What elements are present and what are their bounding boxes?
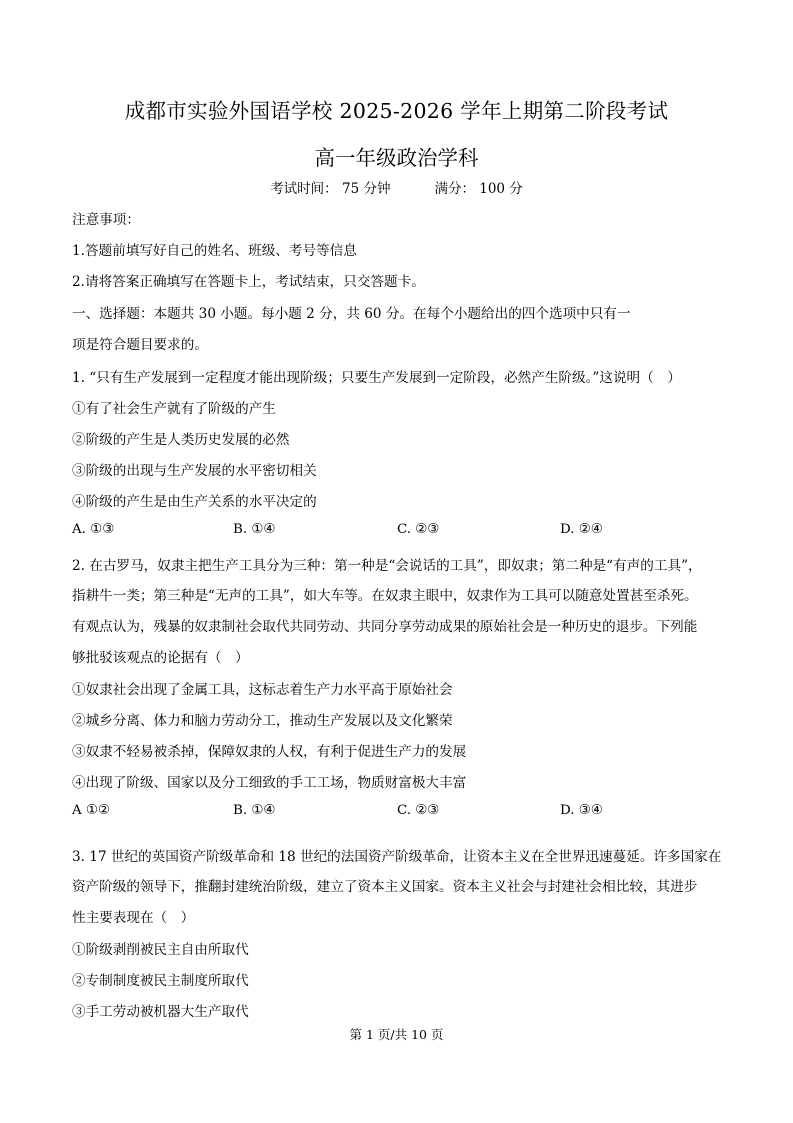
question-3-item: ②专制制度被民主制度所取代 — [72, 973, 249, 989]
question-3-stem: 性主要表现在（ ） — [72, 910, 195, 926]
option-a[interactable]: A ①② — [72, 803, 110, 818]
notice-item: 1.答题前填写好自己的姓名、班级、考号等信息 — [72, 243, 357, 259]
page-number: 第 1 页/共 10 页 — [349, 1027, 444, 1042]
section-heading-cont: 项是符合题目要求的。 — [72, 337, 208, 353]
question-2-stem: 2. 在古罗马，奴隶主把生产工具分为三种：第一种是“会说话的工具”，即奴隶；第二种是“有声的工具”， — [72, 558, 702, 574]
option-d[interactable]: D. ③④ — [560, 803, 603, 818]
question-2-item: ③奴隶不轻易被杀掉，保障奴隶的人权，有利于促进生产力的发展 — [72, 744, 467, 760]
option-b[interactable]: B. ①④ — [233, 803, 276, 818]
option-b[interactable]: B. ①④ — [233, 522, 276, 537]
question-1-stem: 1. “只有生产发展到一定程度才能出现阶级；只要生产发展到一定阶段，必然产生阶级。”这说明（ ） — [72, 370, 681, 386]
notice-heading: 注意事项： — [72, 212, 140, 228]
question-3-item: ③手工劳动被机器大生产取代 — [72, 1004, 249, 1020]
option-c[interactable]: C. ②③ — [397, 522, 440, 537]
question-1-item: ④阶级的产生是由生产关系的水平决定的 — [72, 494, 317, 510]
question-2-stem: 指耕牛一类；第三种是“无声的工具”，如大车等。在奴隶主眼中，奴隶作为工具可以随意处置甚至杀死。 — [72, 588, 698, 604]
question-1-item: ①有了社会生产就有了阶级的产生 — [72, 401, 276, 417]
question-2-item: ①奴隶社会出现了金属工具，这标志着生产力水平高于原始社会 — [72, 682, 453, 698]
question-3-stem: 3. 17 世纪的英国资产阶级革命和 18 世纪的法国资产阶级革命，让资本主义在全世界迅速蔓延。许多国家在 — [72, 849, 722, 865]
question-2-item: ②城乡分离、体力和脑力劳动分工，推动生产发展以及文化繁荣 — [72, 713, 453, 729]
question-2-stem: 够批驳该观点的论据有（ ） — [72, 650, 249, 666]
exam-meta — [0, 177, 793, 197]
option-c[interactable]: C. ②③ — [397, 803, 440, 818]
option-a[interactable]: A. ①③ — [72, 522, 115, 537]
question-3-stem: 资产阶级的领导下，推翻封建统治阶级，建立了资本主义国家。资本主义社会与封建社会相比较，其进步 — [72, 879, 698, 895]
exam-subtitle: 高一年级政治学科 — [314, 146, 479, 170]
exam-title: 成都市实验外国语学校 2025-2026 学年上期第二阶段考试 — [124, 99, 669, 123]
option-d[interactable]: D. ②④ — [560, 522, 603, 537]
notice-item: 2.请将答案正确填写在答题卡上，考试结束，只交答题卡。 — [72, 274, 425, 290]
question-1-item: ③阶级的出现与生产发展的水平密切相关 — [72, 463, 317, 479]
question-2-item: ④出现了阶级、国家以及分工细致的手工工场，物质财富极大丰富 — [72, 775, 467, 791]
full-score: 满分： 100 分 — [434, 181, 523, 197]
question-1-item: ②阶级的产生是人类历史发展的必然 — [72, 432, 290, 448]
exam-time: 考试时间： 75 分钟 — [270, 181, 391, 197]
section-heading: 一、选择题：本题共 30 小题。每小题 2 分，共 60 分。在每个小题给出的四个选项中只有一 — [72, 306, 631, 322]
question-3-item: ①阶级剥削被民主自由所取代 — [72, 942, 249, 958]
question-2-stem: 有观点认为，残暴的奴隶制社会取代共同劳动、共同分享劳动成果的原始社会是一种历史的退步。下列能 — [72, 619, 698, 635]
